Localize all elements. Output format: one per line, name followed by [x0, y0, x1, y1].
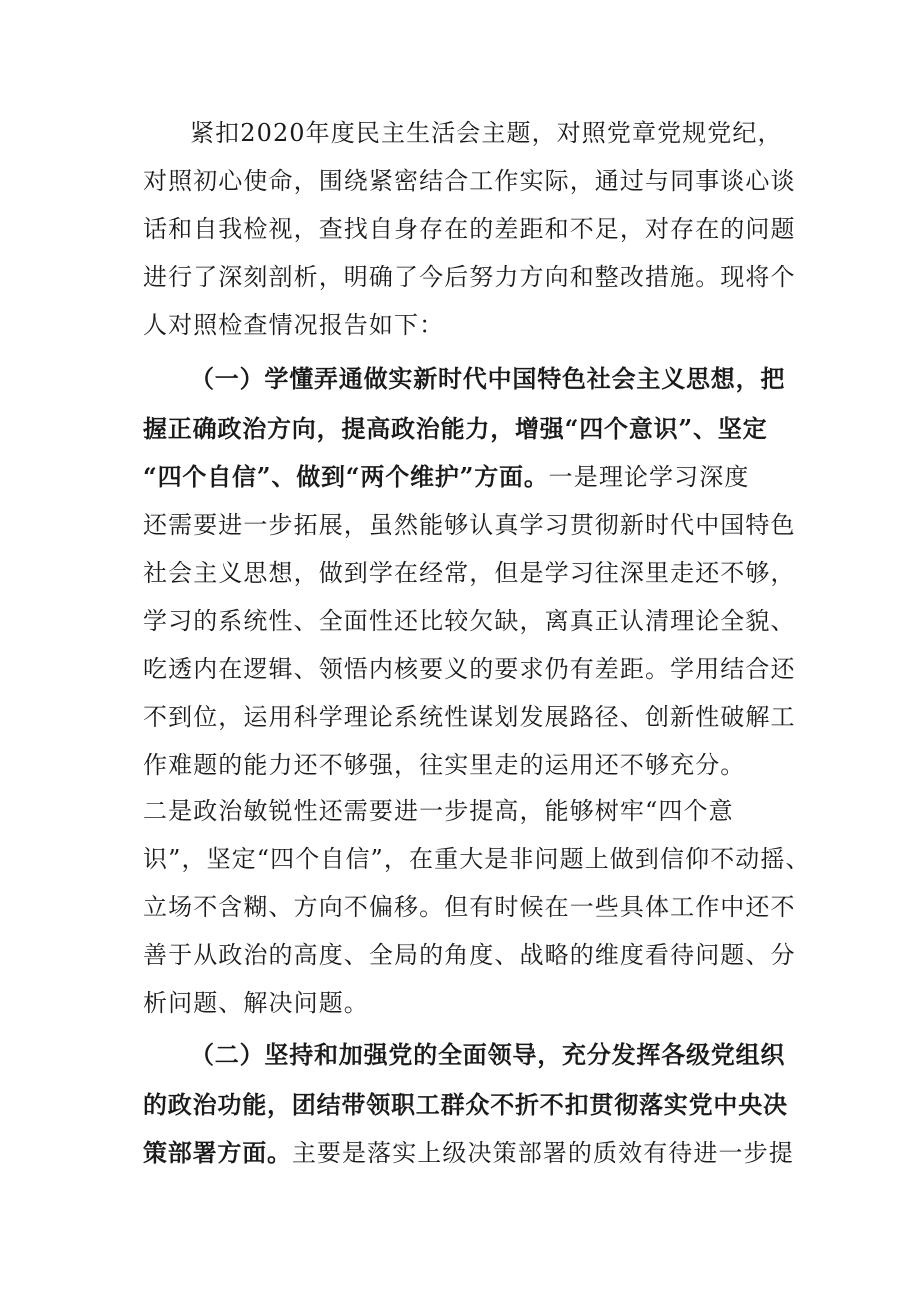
section1-body-line-11: 析问题、解决问题。 — [143, 989, 369, 1017]
section1-body-line-8: 识”，坚定“四个自信”，在重大是非问题上做到信仰不动摇、 — [143, 845, 811, 873]
paragraph1-line-2: 对照初心使命，围绕紧密结合工作实际，通过与同事谈心谈 — [143, 167, 796, 195]
section1-body-line-10: 善于从政治的高度、全局的角度、战略的维度看待问题、分 — [143, 941, 796, 969]
section1-heading-line-1: （一）学懂弄通做实新时代中国特色社会主义思想，把 — [190, 364, 786, 393]
section2-heading-tail: 策部署方面。 — [143, 1138, 292, 1167]
paragraph1-line-5: 人对照检查情况报告如下： — [143, 311, 445, 339]
section1-body-line-5: 不到位，运用科学理论系统性谋划发展路径、创新性破解工 — [143, 703, 796, 731]
section1-body-start: 一是理论学习深度 — [548, 463, 750, 491]
section2-mixed-line — [143, 1138, 793, 1168]
section2-heading-line-2: 的政治功能，团结带领职工群众不折不扣贯彻落实党中央决 — [143, 1090, 788, 1119]
section1-body-line-2: 社会主义思想，做到学在经常，但是学习往深里走还不够， — [143, 559, 796, 587]
section1-mixed-line — [143, 462, 793, 492]
section1-heading-line-2: 握正确政治方向，提高政治能力，增强“四个意识”、坚定 — [143, 414, 768, 443]
section1-body-line-4: 吃透内在逻辑、领悟内核要义的要求仍有差距。学用结合还 — [143, 655, 796, 683]
section1-body-line-9: 立场不含糊、方向不偏移。但有时候在一些具体工作中还不 — [143, 893, 796, 921]
section1-body-line-3: 学习的系统性、全面性还比较欠缺，离真正认清理论全貌、 — [143, 607, 796, 635]
section2-body-start: 主要是落实上级决策部署的质效有待进一步提 — [291, 1139, 794, 1167]
paragraph1-line-3: 话和自我检视，查找自身存在的差距和不足，对存在的问题 — [143, 215, 796, 243]
section1-body-line-6: 作难题的能力还不够强，往实里走的运用还不够充分。 — [143, 751, 746, 779]
section1-body-line-1: 还需要进一步拓展，虽然能够认真学习贯彻新时代中国特色 — [143, 511, 796, 539]
section2-heading-line-1: （二）坚持和加强党的全面领导，充分发挥各级党组织 — [190, 1040, 786, 1069]
section1-heading-tail: “四个自信”、做到“两个维护”方面。 — [143, 462, 549, 491]
paragraph1-line-4: 进行了深刻剖析，明确了今后努力方向和整改措施。现将个 — [143, 263, 796, 291]
section1-body-line-7: 二是政治敏锐性还需要进一步提高，能够树牢“四个意 — [143, 797, 734, 825]
paragraph1-line-1: 紧扣2020年度民主生活会主题，对照党章党规党纪， — [190, 119, 783, 147]
